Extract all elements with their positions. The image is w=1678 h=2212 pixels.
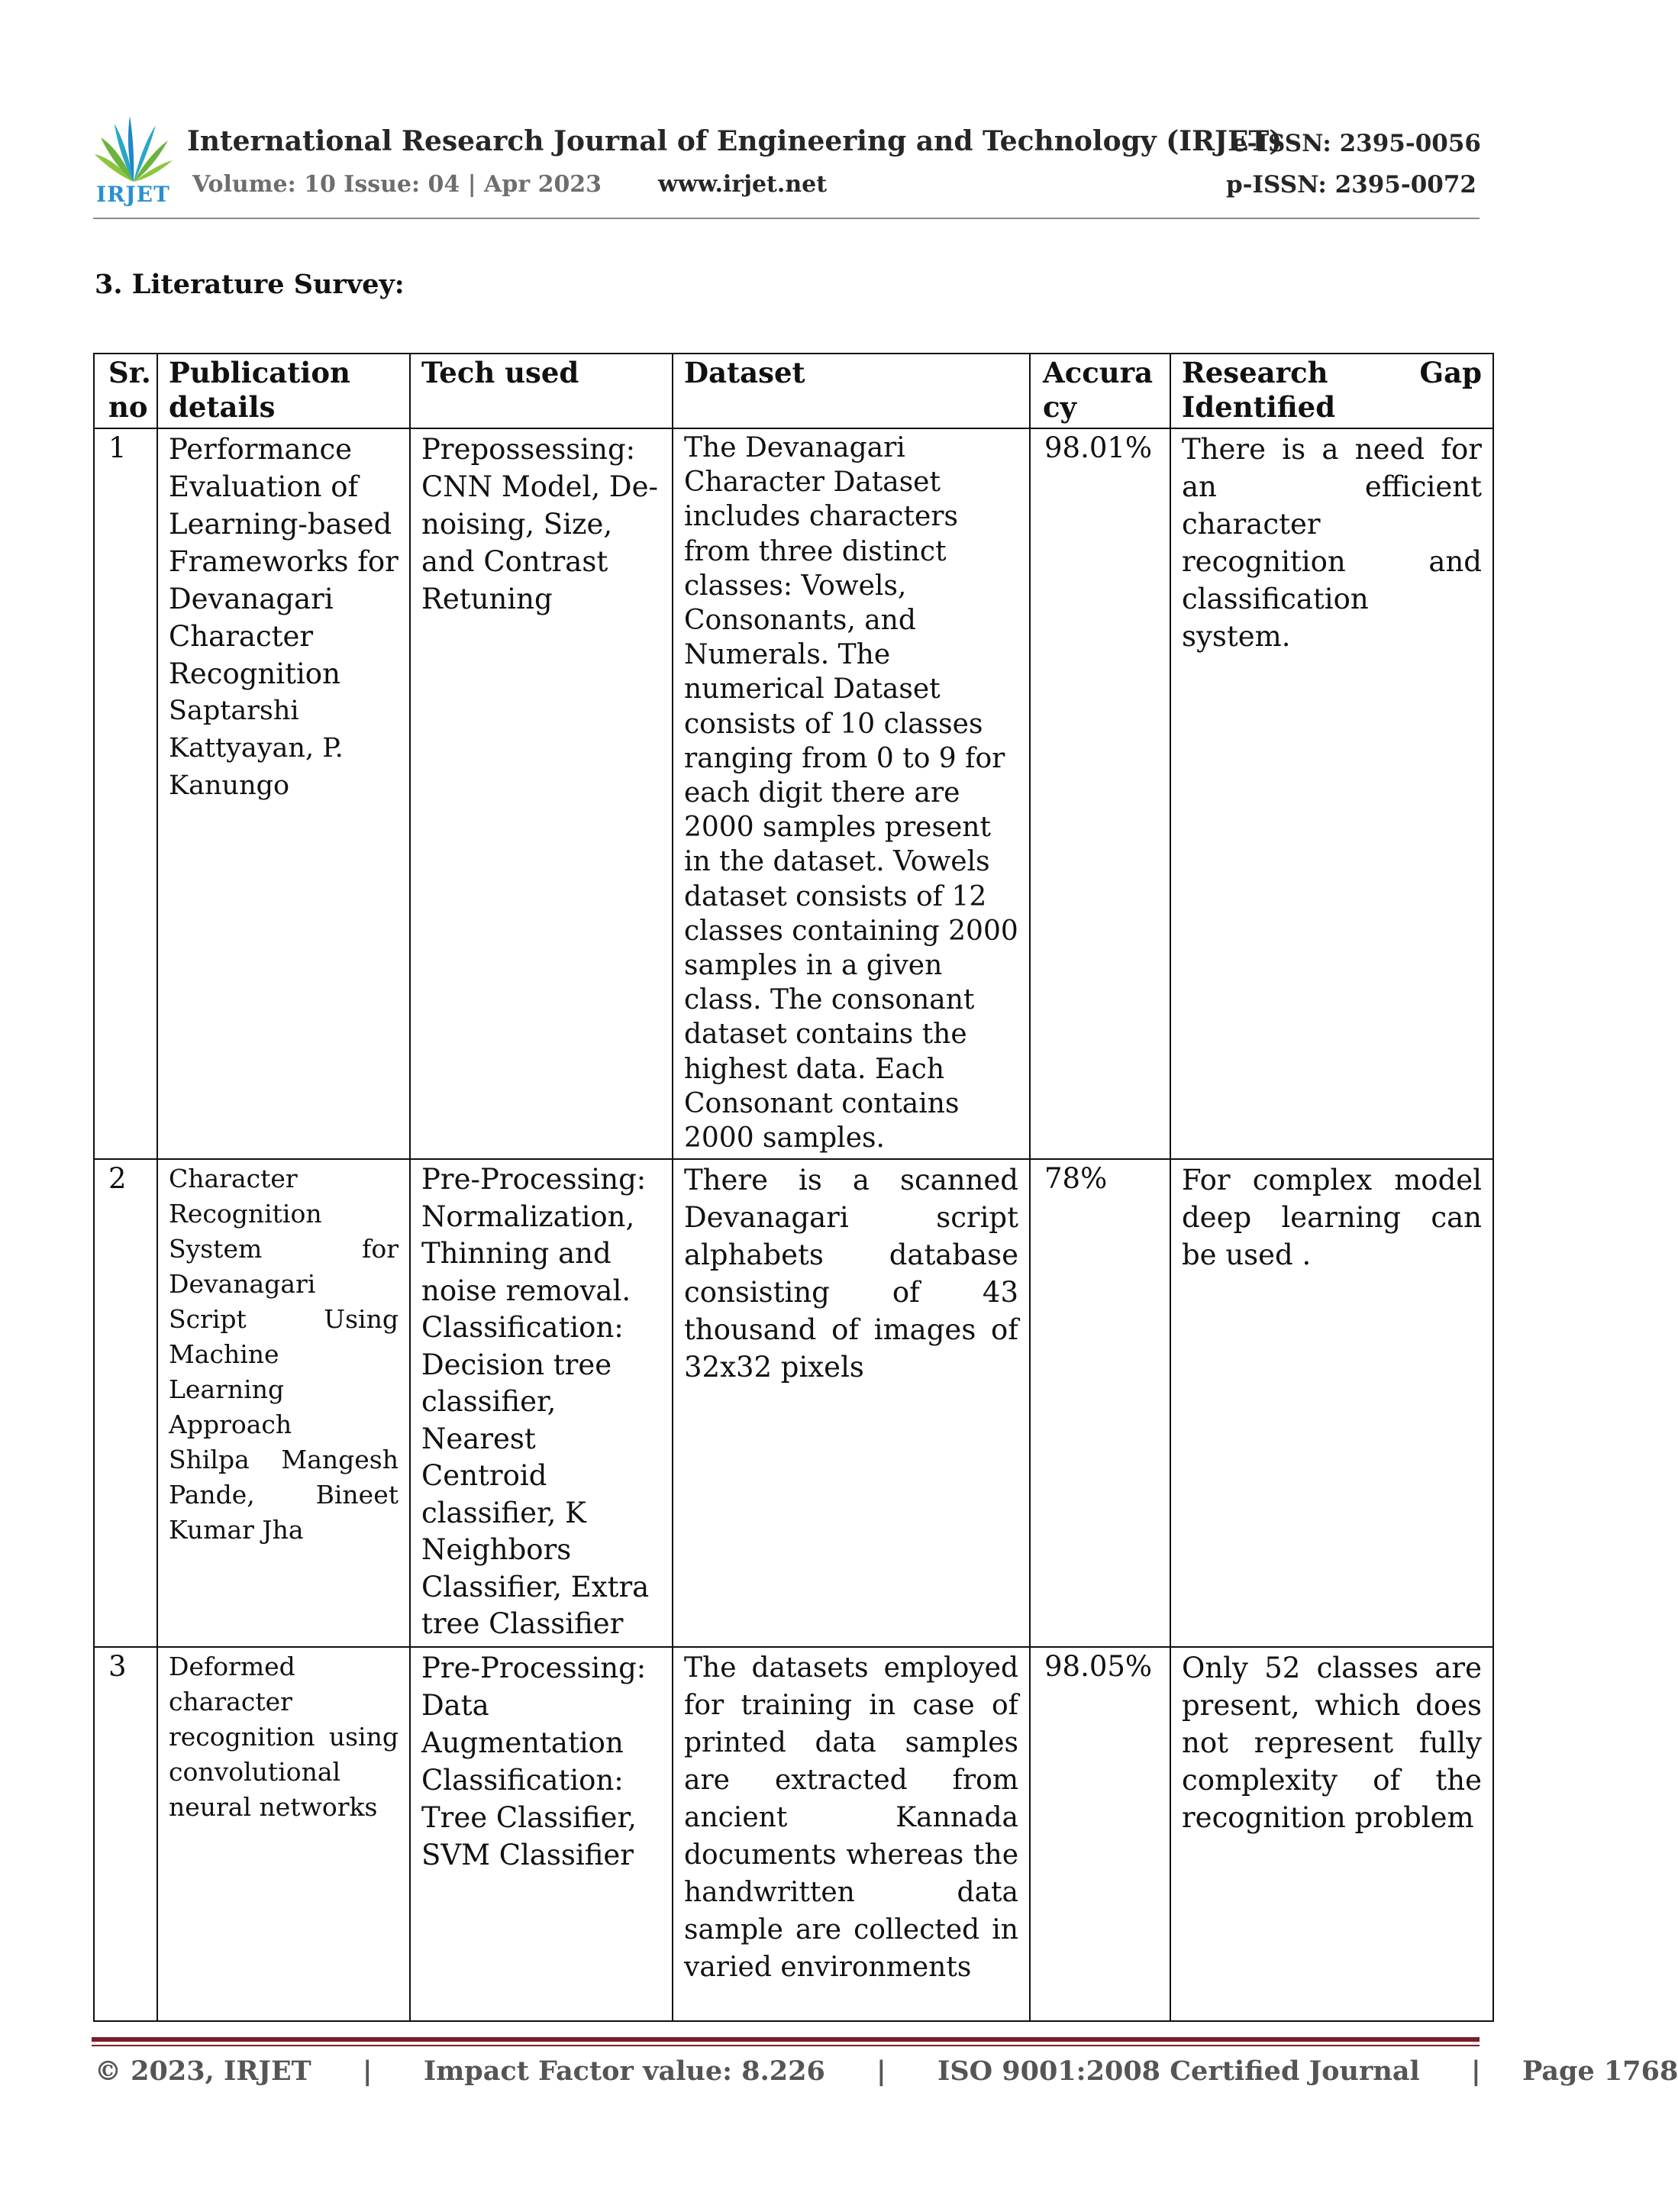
irjet-logo — [92, 115, 176, 210]
footer-page-number: Page 1768 — [1521, 2055, 1678, 2087]
cell-publication — [157, 1159, 410, 1647]
header-gap: Research Gap Identified — [1170, 354, 1493, 428]
cell-sr: 1 — [94, 428, 157, 1159]
publication-title: Performance Evaluation of Learning-based Frameworks for Devanagari Character Recognition — [169, 433, 399, 690]
cell-sr: 2 — [94, 1159, 157, 1647]
footer-impact-factor: Impact Factor value: 8.226 — [423, 2055, 825, 2087]
header-dataset: Dataset — [673, 354, 1030, 428]
footer-copyright: © 2023, IRJET — [95, 2055, 311, 2087]
publication-title: Character Recognition System for Devanagari Script Using Machine Learning Approach — [169, 1164, 399, 1440]
header-accuracy: Accuracy — [1030, 354, 1170, 428]
cell-accuracy: 98.01% — [1030, 428, 1170, 1159]
header-divider — [93, 218, 1480, 219]
page-footer — [95, 2055, 1678, 2087]
footer-separator: | — [362, 2055, 373, 2087]
pissn: p-ISSN: 2395-0072 — [1225, 171, 1476, 199]
header-tech: Tech used — [410, 354, 673, 428]
cell-gap: Only 52 classes are present, which does not represent fully complexity of the recognition problem — [1170, 1647, 1493, 2021]
table-header-row — [94, 354, 1493, 428]
cell-tech: Pre-Processing: Data Augmentation Classification: Tree Classifier, SVM Classifier — [410, 1647, 673, 2021]
cell-tech: Pre-Processing: Normalization, Thinning and noise removal. Classification: Decision tree classifier, Nearest Centroid classifier, K Neighbors Classifier, Extra tree Classifier — [410, 1159, 673, 1647]
publication-authors: Shilpa Mangesh Pande, Bineet Kumar Jha — [169, 1445, 399, 1545]
table-row — [94, 1647, 1493, 2021]
cell-dataset: The datasets employed for training in case of printed data samples are extracted from ancient Kannada documents whereas the handwritten data sample are collected in varied environments — [673, 1647, 1030, 2021]
cell-gap: For complex model deep learning can be used . — [1170, 1159, 1493, 1647]
volume-issue: Volume: 10 Issue: 04 | Apr 2023 — [192, 171, 602, 198]
footer-separator: | — [1471, 2055, 1481, 2087]
table-row — [94, 428, 1493, 1159]
website-link[interactable]: www.irjet.net — [658, 171, 828, 198]
header-sr: Sr. no — [94, 354, 157, 428]
cell-publication — [157, 1647, 410, 2021]
cell-accuracy: 98.05% — [1030, 1647, 1170, 2021]
footer-iso: ISO 9001:2008 Certified Journal — [937, 2055, 1420, 2087]
cell-dataset: There is a scanned Devanagari script alphabets database consisting of 43 thousand of images of 32x32 pixels — [673, 1159, 1030, 1647]
eissn: e-ISSN: 2395-0056 — [1231, 130, 1481, 157]
footer-divider-thin — [92, 2045, 1480, 2046]
journal-title: International Research Journal of Engineering and Technology (IRJET) — [187, 125, 1283, 157]
page-header — [92, 107, 1483, 221]
footer-separator: | — [876, 2055, 886, 2087]
cell-tech: Prepossessing: CNN Model, De-noising, Size, and Contrast Retuning — [410, 428, 673, 1159]
table-row — [94, 1159, 1493, 1647]
cell-accuracy: 78% — [1030, 1159, 1170, 1647]
header-publication: Publication details — [157, 354, 410, 428]
cell-dataset: The Devanagari Character Dataset includes characters from three distinct classes: Vowels, Consonants, and Numerals. The numerical Dataset consists of 10 classes ranging from 0 to 9 for each digit there are 2000 samples present in the dataset. Vowels dataset consists of 12 classes containing 2000 samples in a given class. The consonant dataset contains the highest data. Each Consonant contains 2000 samples. — [673, 428, 1030, 1159]
literature-survey-table — [93, 353, 1494, 2022]
cell-publication — [157, 428, 410, 1159]
cell-gap: There is a need for an efficient character recognition and classification system. — [1170, 428, 1493, 1159]
leaf-logo-icon — [92, 115, 176, 187]
footer-divider-thick — [92, 2037, 1480, 2042]
publication-title: Deformed character recognition using convolutional neural networks — [169, 1651, 399, 1822]
section-heading: 3. Literature Survey: — [95, 269, 405, 300]
logo-text: IRJET — [96, 182, 170, 207]
cell-sr: 3 — [94, 1647, 157, 2021]
publication-authors: Saptarshi Kattyayan, P. Kanungo — [169, 696, 344, 801]
